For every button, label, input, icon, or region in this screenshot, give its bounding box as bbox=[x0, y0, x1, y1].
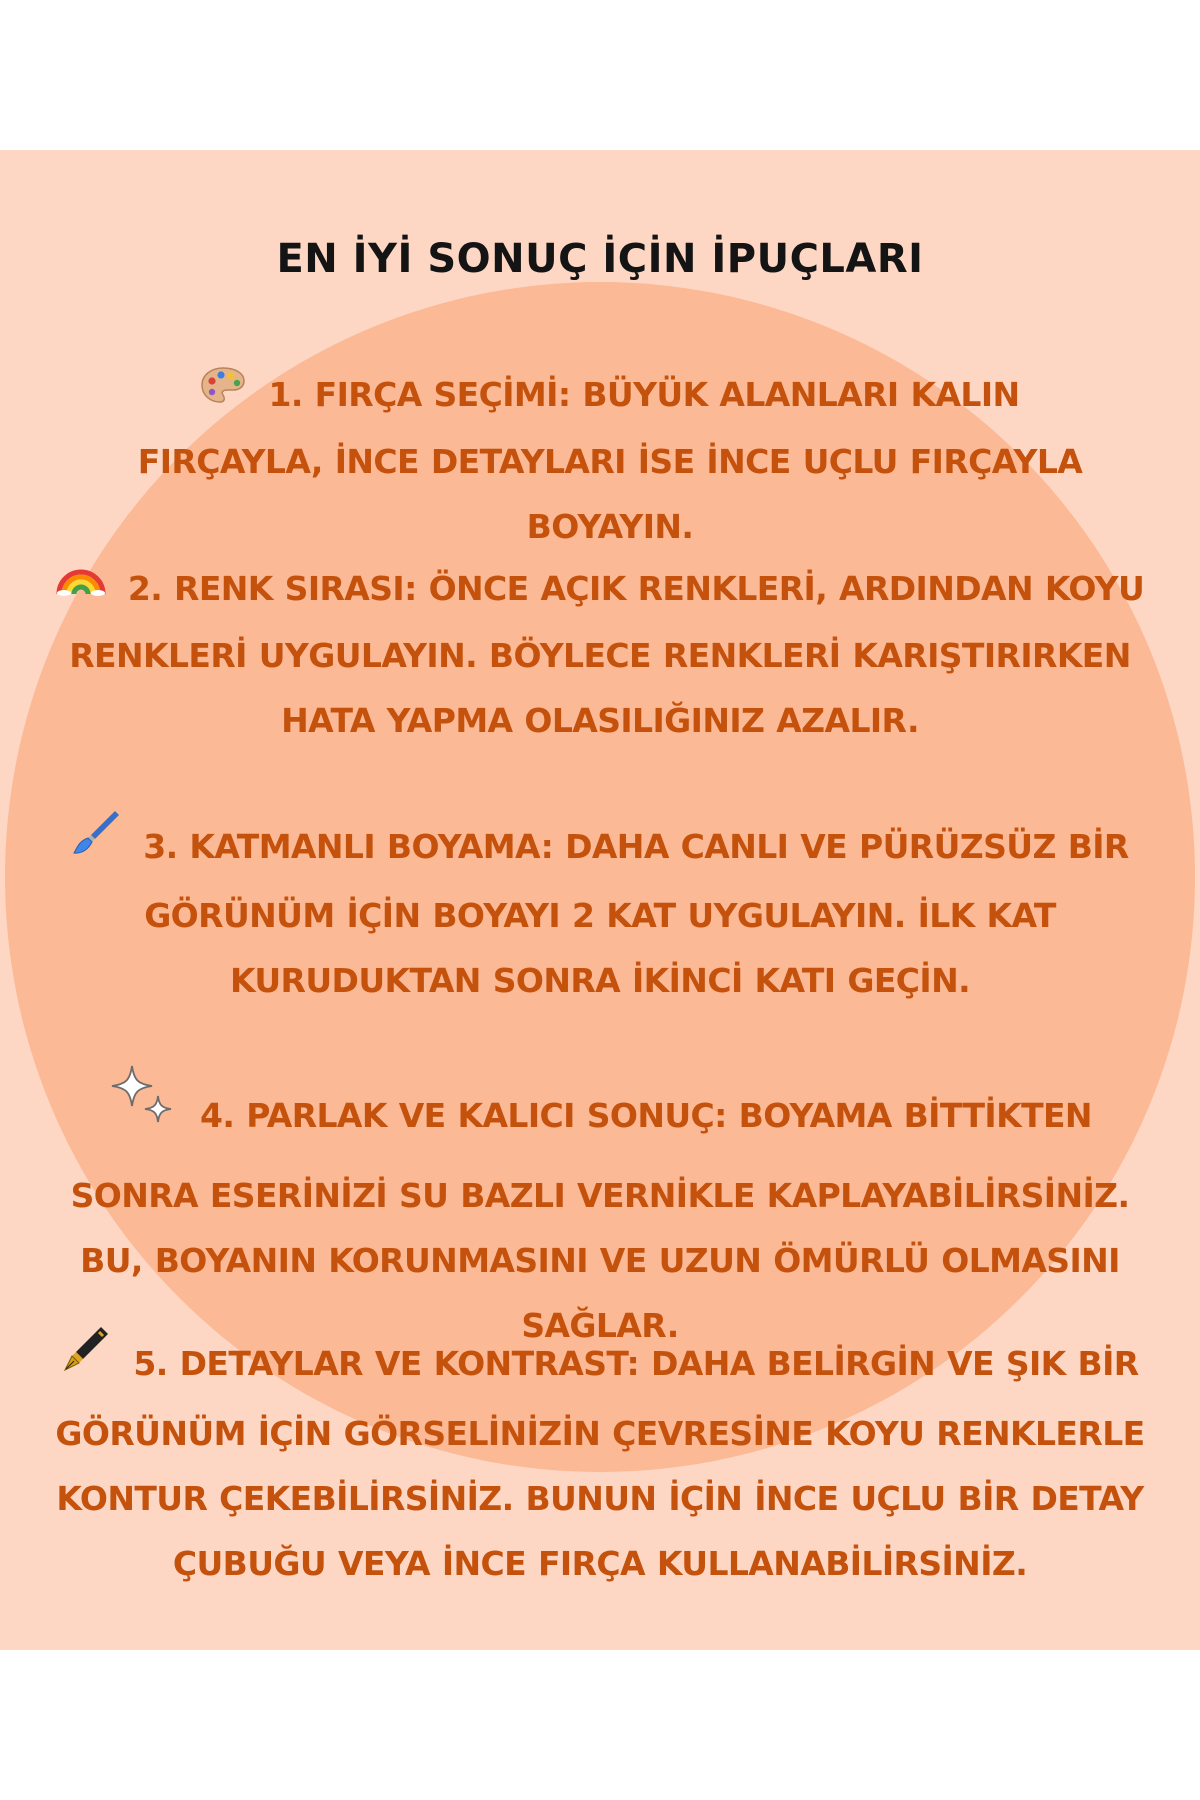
tip-text: 3. KATMANLI BOYAMA: DAHA CANLI VE PÜRÜZSÜZ BİR GÖRÜNÜM İÇİN BOYAYI 2 KAT UYGULAYIN. İLK KAT KURUDUKTAN SONRA İKİNCİ KATI GEÇİN. bbox=[143, 827, 1129, 1000]
tip-item-4 bbox=[40, 1072, 1160, 1358]
tip-item-1 bbox=[110, 362, 1110, 559]
paintbrush-icon bbox=[71, 814, 121, 883]
fountain-pen-icon bbox=[61, 1330, 111, 1401]
tip-item-3 bbox=[40, 814, 1160, 1013]
tip-text: 5. DETAYLAR VE KONTRAST: DAHA BELİRGİN VE ŞIK BİR GÖRÜNÜM İÇİN GÖRSELİNİZİN ÇEVRESİNE KOYU RENKLERLE KONTUR ÇEKEBİLİRSİNİZ. BUNUN İÇİN İNCE UÇLU BİR DETAY ÇUBUĞU VEYA İNCE FIRÇA KULLANABİLİRSİNİZ. bbox=[55, 1344, 1145, 1583]
page-title: EN İYİ SONUÇ İÇİN İPUÇLARI bbox=[276, 236, 924, 282]
tip-text: 4. PARLAK VE KALICI SONUÇ: BOYAMA BİTTİKTEN SONRA ESERİNİZİ SU BAZLI VERNİKLE KAPLAYABİLİRSİNİZ. BU, BOYANIN KORUNMASINI VE UZUN ÖMÜRLÜ OLMASINI SAĞLAR. bbox=[70, 1096, 1130, 1345]
tip-item-5 bbox=[15, 1330, 1185, 1596]
palette-icon bbox=[200, 364, 246, 429]
rainbow-icon bbox=[56, 558, 106, 623]
tip-text: 2. RENK SIRASI: ÖNCE AÇIK RENKLERİ, ARDINDAN KOYU RENKLERİ UYGULAYIN. BÖYLECE RENKLERİ KARIŞTIRIRKEN HATA YAPMA OLASILIĞINIZ AZALIR. bbox=[69, 569, 1145, 740]
tips-card bbox=[0, 150, 1200, 1650]
tip-item-2 bbox=[40, 556, 1160, 753]
tip-text: 1. FIRÇA SEÇİMİ: BÜYÜK ALANLARI KALIN FIRÇAYLA, İNCE DETAYLARI İSE İNCE UÇLU FIRÇAYLA BOYAYIN. bbox=[137, 375, 1083, 546]
sparkles-icon bbox=[108, 1072, 178, 1163]
